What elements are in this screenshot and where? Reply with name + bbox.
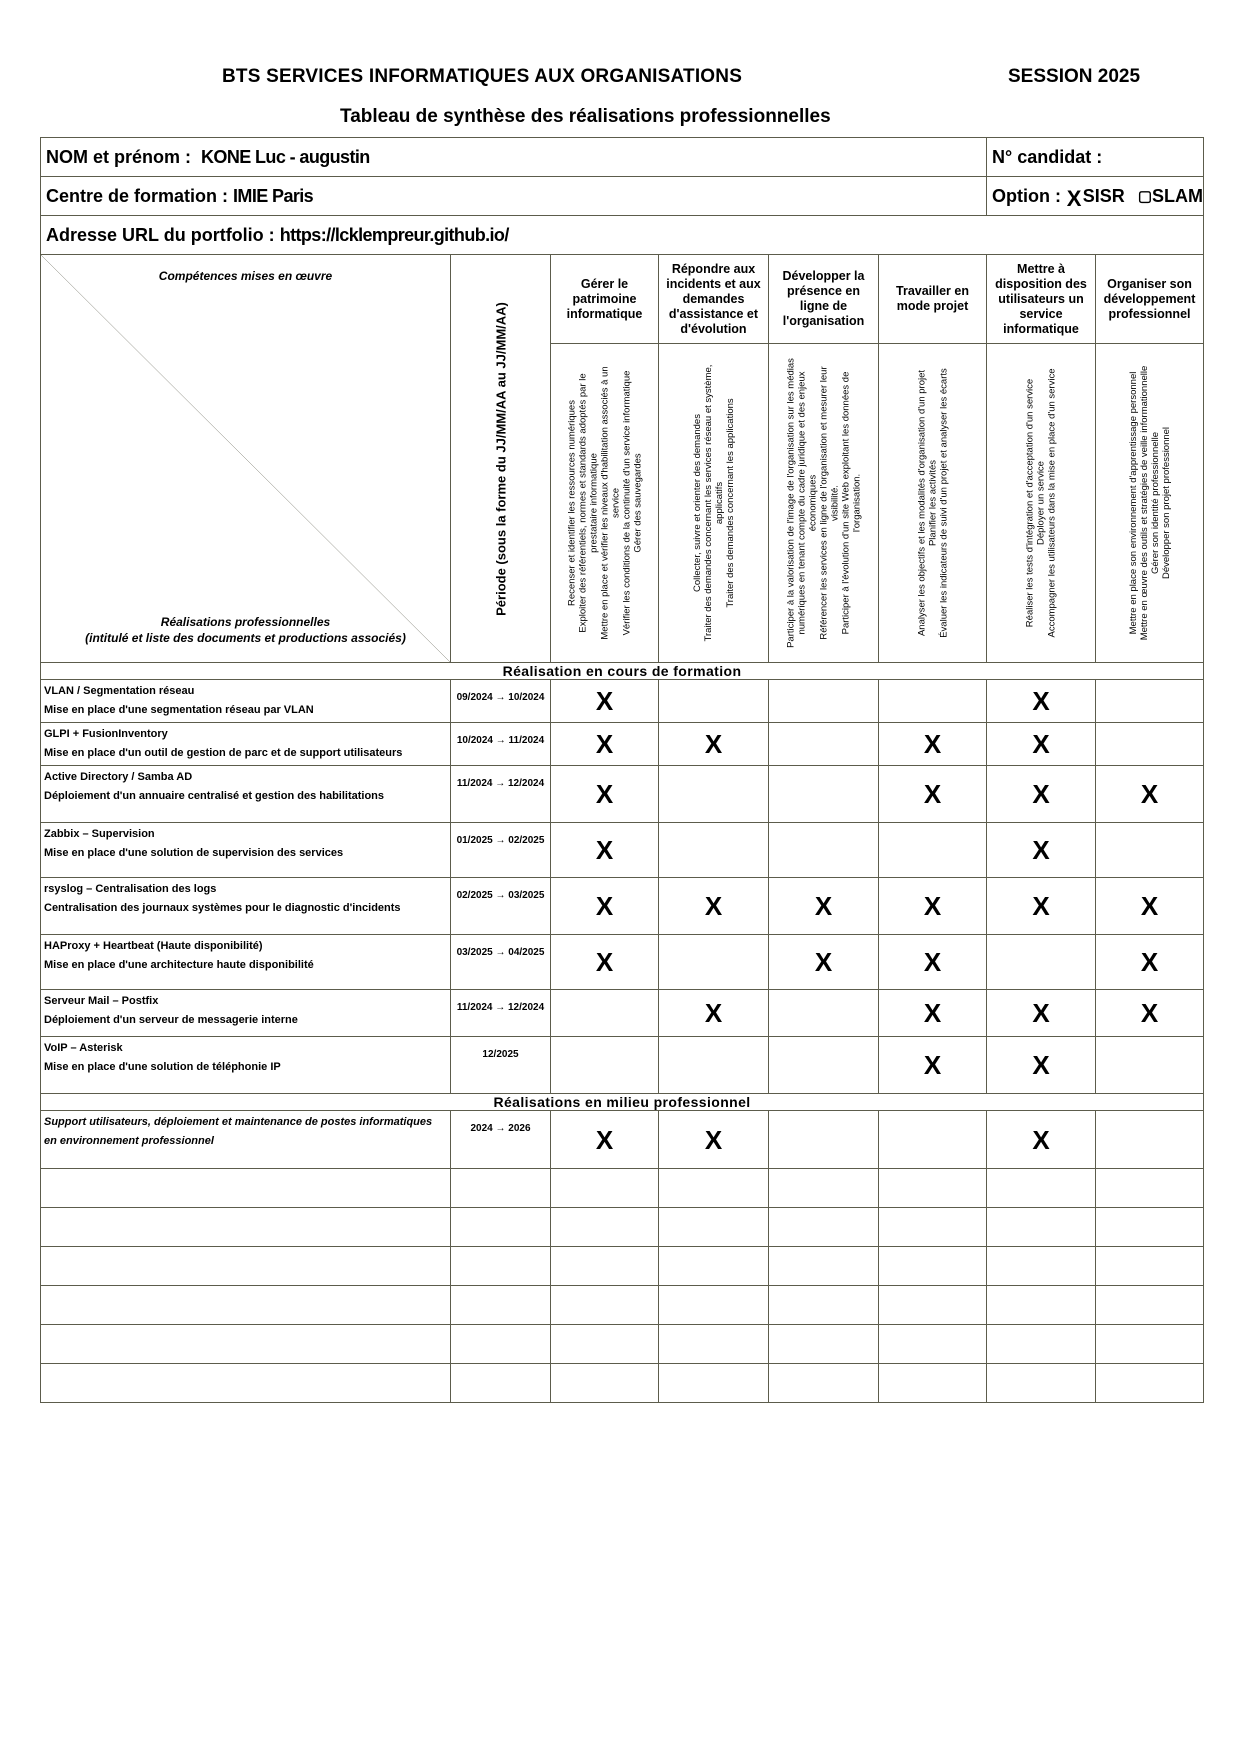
competence-mark-1: X [551, 823, 659, 878]
name-cell [41, 138, 987, 177]
empty-cell [769, 1169, 879, 1208]
competence-mark-1: X [551, 766, 659, 823]
competence-heading-2: Répondre aux incidents et aux demandes d'assistance et d'évolution [659, 255, 769, 344]
empty-cell [659, 1286, 769, 1325]
competence-mark-1: X [551, 1111, 659, 1169]
competence-detail-item: Traiter des demandes concernant les applications [724, 398, 736, 608]
competence-details-3 [769, 344, 879, 663]
competence-mark-5: X [987, 723, 1096, 766]
empty-cell [1096, 1325, 1204, 1364]
competence-mark-4: X [879, 1037, 987, 1094]
session-label: SESSION 2025 [1008, 66, 1141, 87]
empty-cell [987, 1325, 1096, 1364]
competence-detail-list [1025, 358, 1058, 648]
option-label: Option : [992, 185, 1061, 206]
option-group [992, 185, 1204, 211]
empty-cell [451, 1169, 551, 1208]
competence-detail-item: Participer à l'évolution d'un site Web exploitant les données de l'organisation. [840, 371, 862, 635]
name-label: NOM et prénom : [46, 146, 192, 167]
empty-cell [451, 1286, 551, 1325]
competence-mark-3 [769, 1111, 879, 1169]
period-header-cell [451, 255, 551, 663]
empty-cell [1096, 1286, 1204, 1325]
competence-mark-4: X [879, 878, 987, 935]
competence-mark-6 [1096, 1037, 1204, 1094]
competence-mark-3 [769, 1037, 879, 1094]
realisation-period: 11/2024 → 12/2024 [451, 766, 551, 823]
empty-cell [987, 1247, 1096, 1286]
empty-row [41, 1208, 1204, 1247]
competence-heading-6: Organiser son développement professionnel [1096, 255, 1204, 344]
realisation-cell [41, 823, 451, 878]
realisation-row [41, 1037, 1204, 1094]
empty-cell [769, 1325, 879, 1364]
competence-detail-item: Gérer des sauvegardes [632, 453, 643, 553]
competence-mark-5: X [987, 766, 1096, 823]
realisation-period: 02/2025 → 03/2025 [451, 878, 551, 935]
empty-cell [879, 1325, 987, 1364]
empty-cell [41, 1208, 451, 1247]
competence-detail-item: Mettre en place et vérifier les niveaux d'habilitation associés à un service [599, 366, 621, 640]
empty-cell [769, 1247, 879, 1286]
document-subtitle: Tableau de synthèse des réalisations professionnelles [340, 106, 831, 127]
realisation-cell [41, 1111, 451, 1169]
competence-details-2 [659, 344, 769, 663]
empty-cell [551, 1169, 659, 1208]
empty-cell [41, 1364, 451, 1403]
competence-mark-6 [1096, 680, 1204, 723]
competence-heading-5: Mettre à disposition des utilisateurs un service informatique [987, 255, 1096, 344]
realisation-cell [41, 766, 451, 823]
competence-mark-4 [879, 1111, 987, 1169]
competence-details-4 [879, 344, 987, 663]
competence-mark-6: X [1096, 935, 1204, 990]
empty-row [41, 1286, 1204, 1325]
realisation-description: Mise en place d'une segmentation réseau par VLAN [44, 704, 314, 716]
competence-detail-item: Analyser les objectifs et les modalités d'organisation d'un projet [916, 369, 927, 637]
competence-detail-item: Vérifier les conditions de la continuité d'un service informatique [621, 370, 632, 636]
realisation-title: HAProxy + Heartbeat (Haute disponibilité) [44, 940, 263, 952]
realisation-title: Active Directory / Samba AD [44, 771, 193, 783]
competence-detail-item: Référencer les services en ligne de l'organisation et mesurer leur visibilité. [818, 366, 840, 640]
realisation-row [41, 680, 1204, 723]
portfolio-cell [41, 216, 1204, 255]
empty-row [41, 1364, 1204, 1403]
realisation-cell [41, 990, 451, 1037]
competence-mark-6: X [1096, 766, 1204, 823]
competence-detail-item: Recenser et identifier les ressources numériques [566, 400, 577, 606]
competence-mark-2 [659, 935, 769, 990]
empty-cell [41, 1169, 451, 1208]
document-title: BTS SERVICES INFORMATIQUES AUX ORGANISATIONS [222, 66, 743, 87]
competence-mark-4 [879, 680, 987, 723]
competence-detail-list [1128, 358, 1172, 648]
competence-mark-3: X [769, 935, 879, 990]
candidate-number-cell [987, 138, 1204, 177]
competence-heading-1: Gérer le patrimoine informatique [551, 255, 659, 344]
realisation-row [41, 1111, 1204, 1169]
competence-detail-list [916, 358, 949, 648]
realisation-cell [41, 1037, 451, 1094]
empty-cell [987, 1169, 1096, 1208]
empty-cell [451, 1325, 551, 1364]
empty-cell [1096, 1247, 1204, 1286]
competence-mark-5: X [987, 1037, 1096, 1094]
realisations-heading [41, 614, 450, 646]
empty-row [41, 1325, 1204, 1364]
empty-row [41, 1247, 1204, 1286]
realisation-title: GLPI + FusionInventory [44, 728, 168, 740]
competences-heading: Compétences mises en œuvre [158, 269, 333, 283]
competence-mark-6 [1096, 823, 1204, 878]
competence-mark-3: X [769, 878, 879, 935]
competence-mark-6 [1096, 723, 1204, 766]
portfolio-url: https://lcklempreur.github.io/ [279, 224, 509, 245]
competence-mark-3 [769, 766, 879, 823]
realisations-heading-line1: Réalisations professionnelles [160, 615, 331, 629]
empty-cell [41, 1286, 451, 1325]
competence-mark-6: X [1096, 990, 1204, 1037]
empty-cell [659, 1169, 769, 1208]
competence-mark-1: X [551, 878, 659, 935]
empty-cell [987, 1286, 1096, 1325]
competence-mark-1 [551, 1037, 659, 1094]
synthesis-table [40, 137, 1204, 1403]
empty-cell [1096, 1169, 1204, 1208]
competence-details-5 [987, 344, 1096, 663]
empty-cell [551, 1286, 659, 1325]
center-label: Centre de formation : [46, 185, 229, 206]
competence-detail-item: Accompagner les utilisateurs dans la mise en place d'un service [1046, 368, 1058, 638]
option-sisr-checkbox[interactable]: X [1066, 186, 1082, 211]
empty-cell [41, 1247, 451, 1286]
empty-cell [659, 1364, 769, 1403]
competence-detail-item: Gérer son identité professionnelle [1149, 431, 1161, 575]
competence-detail-item: Mettre en place son environnement d'apprentissage personnel [1127, 371, 1139, 635]
competence-heading-3: Développer la présence en ligne de l'organisation [769, 255, 879, 344]
empty-cell [879, 1247, 987, 1286]
competence-mark-2 [659, 823, 769, 878]
empty-cell [769, 1208, 879, 1247]
realisation-description: Déploiement d'un annuaire centralisé et gestion des habilitations [44, 790, 385, 802]
realisation-period: 10/2024 → 11/2024 [451, 723, 551, 766]
empty-cell [659, 1247, 769, 1286]
realisation-description: Centralisation des journaux systèmes pour le diagnostic d'incidents [44, 902, 401, 914]
realisation-period: 11/2024 → 12/2024 [451, 990, 551, 1037]
realisation-description: Mise en place d'une solution de supervision des services [44, 847, 344, 859]
competence-detail-item: Exploiter des référentiels, normes et standards adoptés par le prestataire informatique [577, 373, 599, 633]
realisation-cell [41, 878, 451, 935]
competence-mark-4: X [879, 990, 987, 1037]
competence-detail-item: Participer à la valorisation de l'image de l'organisation sur les médias numériques en tenant compte du cadre juridique et des enjeux économiques [785, 358, 818, 648]
realisation-row [41, 766, 1204, 823]
competence-mark-2 [659, 766, 769, 823]
competence-heading-4: Travailler en mode projet [879, 255, 987, 344]
empty-cell [451, 1208, 551, 1247]
competence-mark-2: X [659, 878, 769, 935]
competence-detail-list [692, 358, 736, 648]
realisation-title: VoIP – Asterisk [44, 1042, 123, 1054]
section-professional: Réalisations en milieu professionnel [41, 1094, 1204, 1111]
realisation-title: Zabbix – Supervision [44, 828, 155, 840]
realisation-description: Déploiement d'un serveur de messagerie interne [44, 1014, 298, 1026]
portfolio-label: Adresse URL du portfolio : [46, 224, 275, 245]
competence-mark-3 [769, 680, 879, 723]
realisation-cell [41, 680, 451, 723]
competence-detail-item: Traiter des demandes concernant les services réseau et système, applicatifs [702, 364, 725, 642]
realisation-row [41, 878, 1204, 935]
competence-mark-1: X [551, 723, 659, 766]
competence-detail-item: Déployer un service [1035, 461, 1047, 545]
realisation-title: VLAN / Segmentation réseau [44, 685, 195, 697]
section-training: Réalisation en cours de formation [41, 663, 1204, 680]
competence-mark-3 [769, 723, 879, 766]
competence-mark-2: X [659, 723, 769, 766]
competence-mark-1: X [551, 680, 659, 723]
realisation-title: rsyslog – Centralisation des logs [44, 883, 217, 895]
realisations-heading-line2: (intitulé et liste des documents et productions associés) [85, 631, 406, 645]
realisation-cell [41, 935, 451, 990]
empty-cell [451, 1364, 551, 1403]
competence-detail-list [566, 358, 643, 648]
realisation-title: Support utilisateurs, déploiement et maintenance de postes informatiques [44, 1116, 433, 1128]
option-slam-label: SLAM [1152, 185, 1204, 206]
center-value: IMIE Paris [233, 185, 314, 206]
empty-cell [551, 1247, 659, 1286]
realisation-description: Mise en place d'une architecture haute disponibilité [44, 959, 314, 971]
diagonal-line [41, 255, 450, 662]
competence-mark-5: X [987, 990, 1096, 1037]
empty-cell [987, 1364, 1096, 1403]
competence-mark-5 [987, 935, 1096, 990]
competence-mark-5: X [987, 680, 1096, 723]
center-cell [41, 177, 987, 216]
empty-cell [1096, 1208, 1204, 1247]
realisation-cell [41, 723, 451, 766]
empty-cell [769, 1364, 879, 1403]
name-value: KONE Luc - augustin [201, 146, 370, 167]
realisation-period: 09/2024 → 10/2024 [451, 680, 551, 723]
competence-mark-1: X [551, 935, 659, 990]
empty-cell [41, 1325, 451, 1364]
empty-cell [879, 1208, 987, 1247]
empty-cell [551, 1208, 659, 1247]
realisation-period: 03/2025 → 04/2025 [451, 935, 551, 990]
empty-cell [769, 1286, 879, 1325]
competence-mark-3 [769, 823, 879, 878]
competence-mark-4: X [879, 723, 987, 766]
competence-detail-item: Réaliser les tests d'intégration et d'acceptation d'un service [1024, 378, 1036, 628]
period-heading: Période (sous la forme du JJ/MM/AA au JJ/MM/AA) [493, 301, 508, 616]
realisation-row [41, 990, 1204, 1037]
diagonal-header-cell [41, 255, 451, 663]
empty-cell [659, 1325, 769, 1364]
empty-cell [987, 1208, 1096, 1247]
empty-cell [1096, 1364, 1204, 1403]
realisation-period: 01/2025 → 02/2025 [451, 823, 551, 878]
competence-mark-2: X [659, 1111, 769, 1169]
empty-cell [551, 1325, 659, 1364]
realisation-title: Serveur Mail – Postfix [44, 995, 159, 1007]
realisation-row [41, 935, 1204, 990]
empty-cell [879, 1364, 987, 1403]
realisation-description: Mise en place d'un outil de gestion de parc et de support utilisateurs [44, 747, 403, 759]
competence-mark-6: X [1096, 878, 1204, 935]
competence-mark-2 [659, 1037, 769, 1094]
empty-cell [879, 1286, 987, 1325]
competence-mark-2 [659, 680, 769, 723]
empty-cell [451, 1247, 551, 1286]
competence-detail-item: Mettre en œuvre des outils et stratégies de veille informationnelle [1138, 365, 1150, 641]
realisation-description: Mise en place d'une solution de téléphonie IP [44, 1061, 281, 1073]
competence-mark-3 [769, 990, 879, 1037]
option-sisr-label: SISR [1082, 185, 1125, 206]
candidate-number-label: N° candidat : [992, 146, 1103, 167]
competence-mark-6 [1096, 1111, 1204, 1169]
competence-detail-item: Évaluer les indicateurs de suivi d'un projet et analyser les écarts [938, 368, 949, 638]
competence-details-6 [1096, 344, 1204, 663]
realisation-period: 12/2025 [451, 1037, 551, 1094]
competence-mark-2: X [659, 990, 769, 1037]
realisation-period: 2024 → 2026 [451, 1111, 551, 1169]
realisation-description: en environnement professionnel [44, 1135, 214, 1147]
empty-cell [659, 1208, 769, 1247]
competence-mark-5: X [987, 878, 1096, 935]
competence-mark-4 [879, 823, 987, 878]
competence-detail-list [785, 358, 862, 648]
competence-detail-item: Développer son projet professionnel [1160, 426, 1172, 580]
realisation-row [41, 823, 1204, 878]
competence-details-1 [551, 344, 659, 663]
competence-detail-item: Planifier les activités [927, 459, 938, 547]
option-slam-checkbox[interactable]: ▢ [1137, 188, 1153, 205]
realisation-row [41, 723, 1204, 766]
competence-mark-5: X [987, 1111, 1096, 1169]
empty-cell [879, 1169, 987, 1208]
competence-detail-item: Collecter, suivre et orienter des demandes [691, 414, 703, 592]
competence-mark-4: X [879, 766, 987, 823]
competence-mark-4: X [879, 935, 987, 990]
empty-row [41, 1169, 1204, 1208]
empty-cell [551, 1364, 659, 1403]
option-cell [987, 177, 1204, 216]
competence-mark-5: X [987, 823, 1096, 878]
competence-mark-1 [551, 990, 659, 1037]
